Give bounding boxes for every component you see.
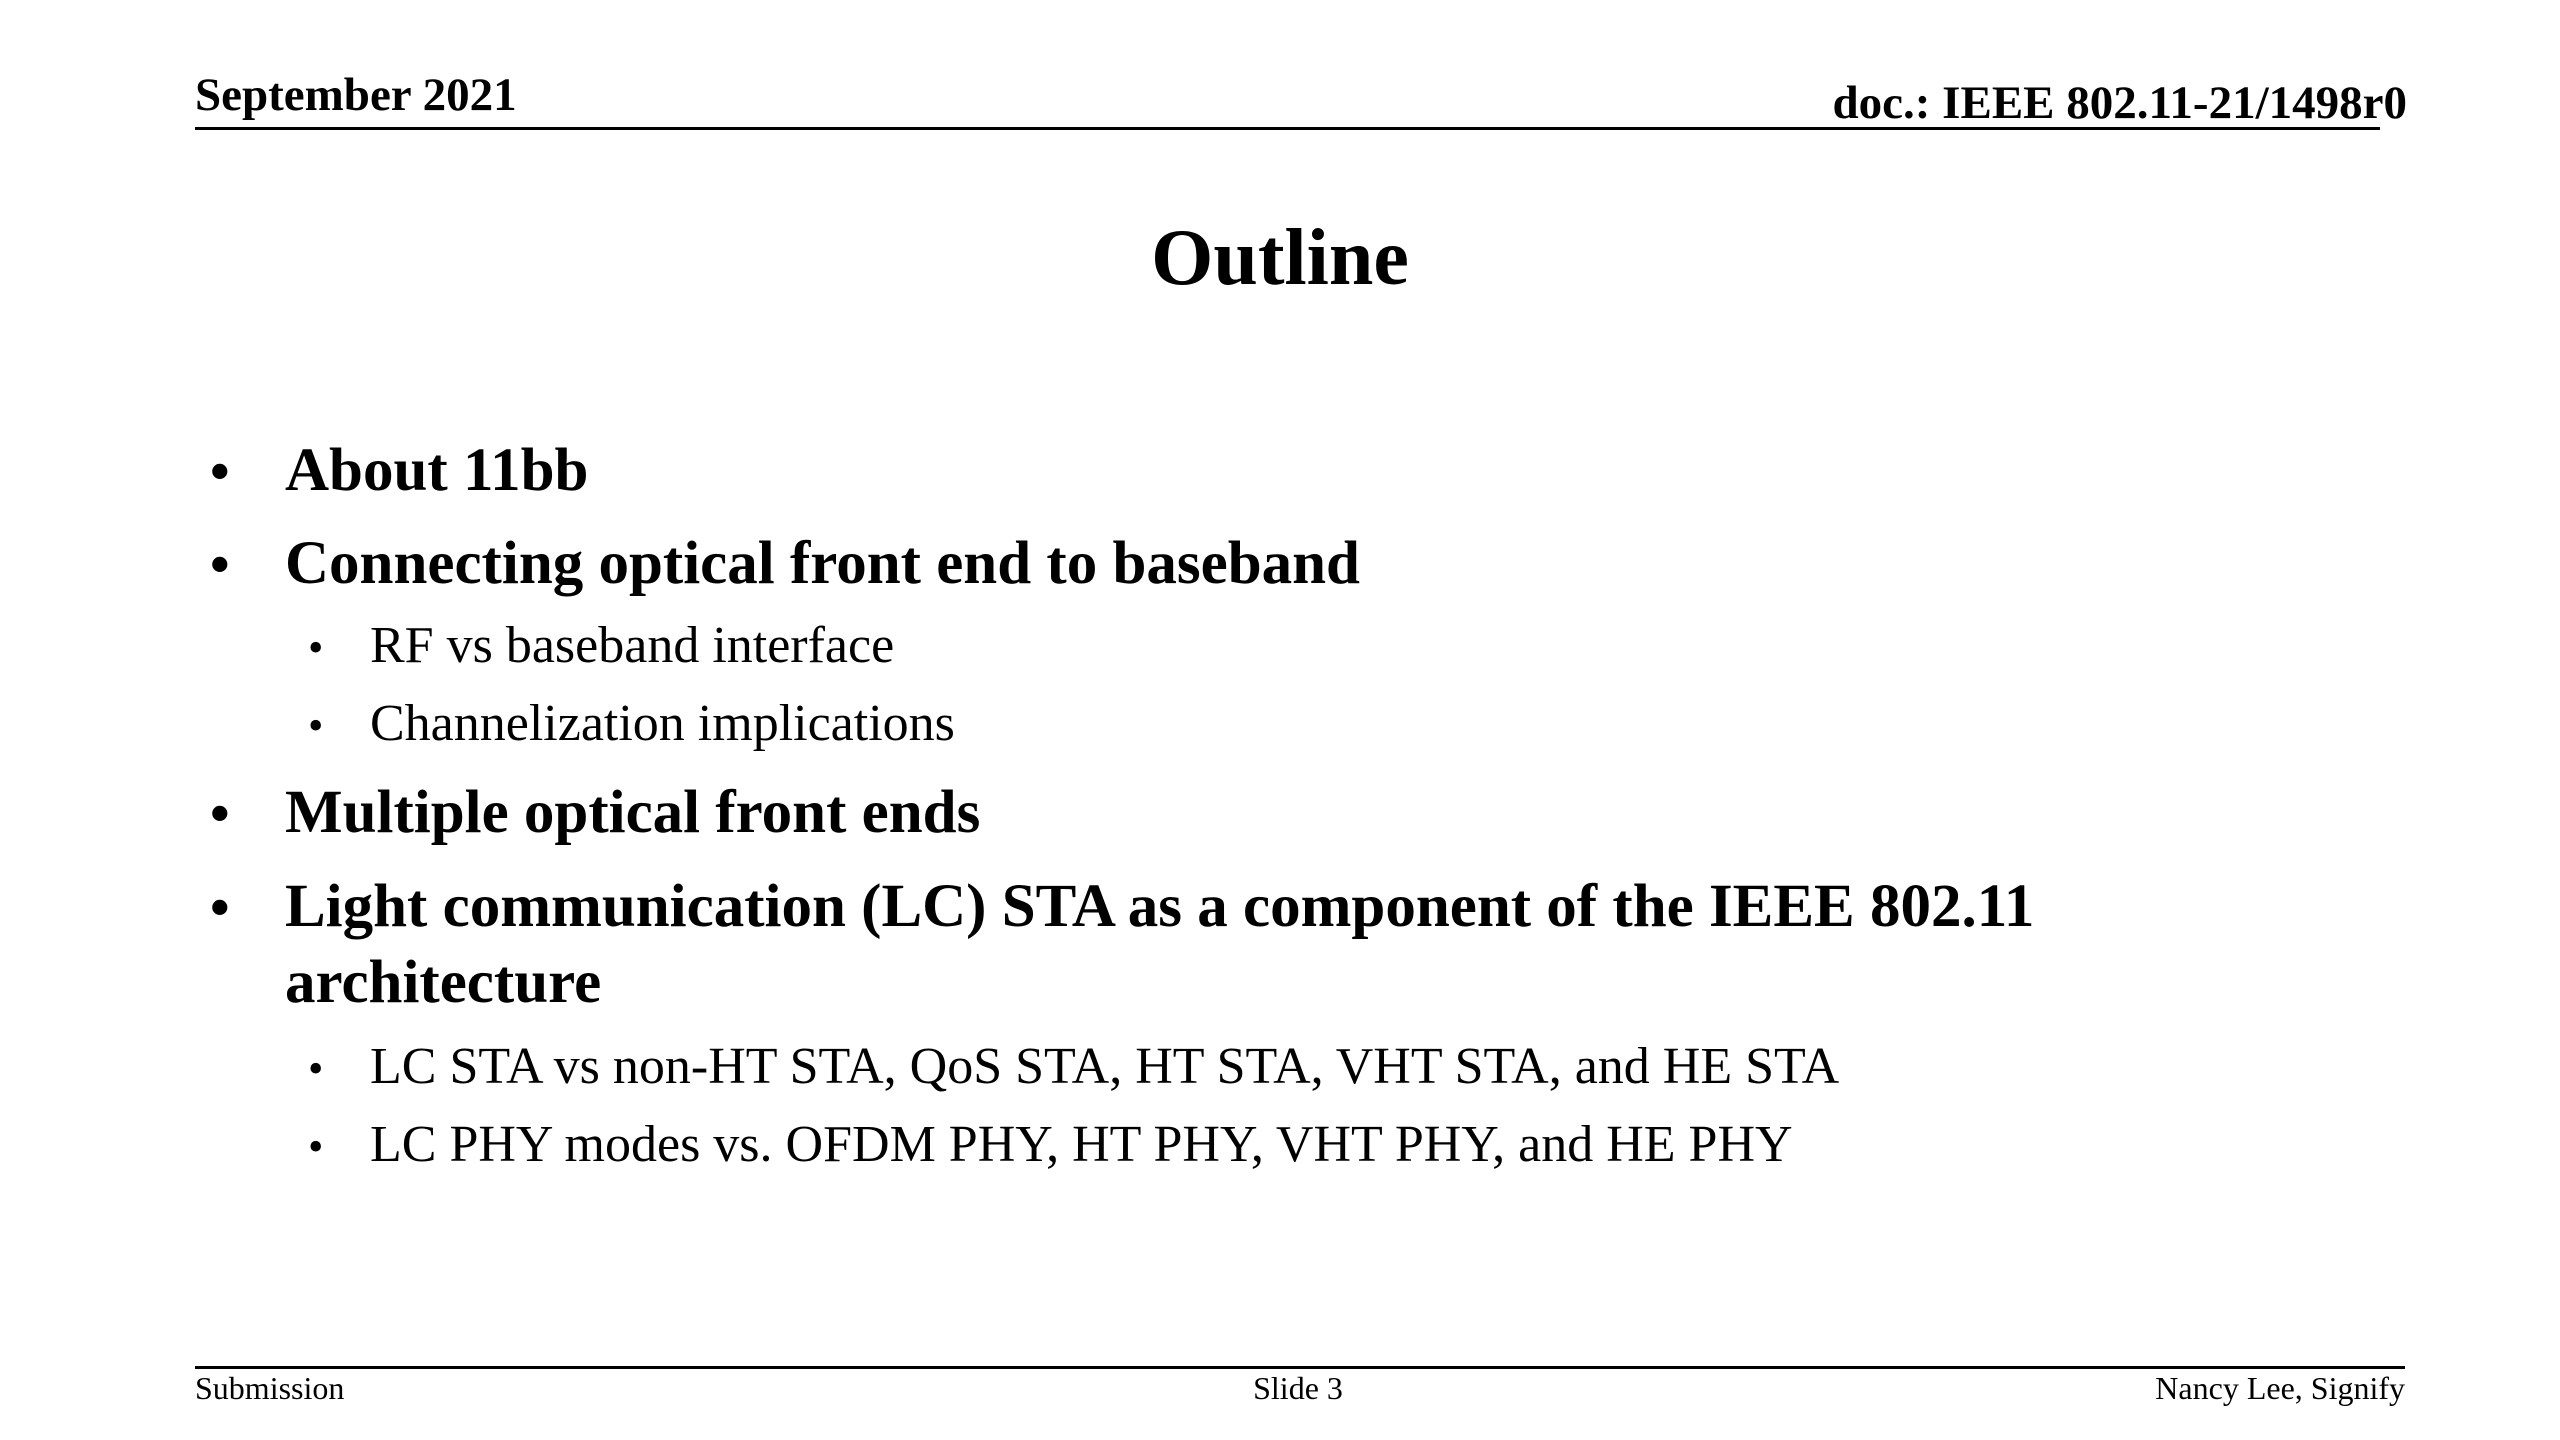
outline-item-text: About 11bb [285,437,589,504]
outline-subitem-lc-sta-vs [308,1038,1840,1095]
outline-item-text-continued: architecture [285,949,602,1016]
outline-item-text: RF vs baseband interface [370,617,895,674]
footer-slide-number: Slide 3 [1253,1370,1343,1406]
bullet-icon: • [210,877,230,939]
footer-divider [195,1366,2405,1369]
outline-item-text: LC STA vs non-HT STA, QoS STA, HT STA, VHT STA, and HE STA [370,1038,1840,1095]
header-date: September 2021 [195,69,517,121]
bullet-icon: • [210,783,230,845]
bullet-icon: • [308,1044,324,1093]
bullet-icon: • [308,1122,324,1171]
slide-title: Outline [1151,214,1409,302]
outline-item-text: Light communication (LC) STA as a component of the IEEE 802.11 [285,873,2035,940]
bullet-icon: • [210,441,230,503]
outline-item-text: Channelization implications [370,695,955,752]
outline-subitem-lc-phy-modes [308,1116,1793,1173]
footer-submission: Submission [195,1370,345,1406]
outline-subitem-rf-vs-baseband [308,617,895,674]
bullet-icon: • [308,623,324,672]
outline-item-multiple-frontends [210,779,981,846]
footer-author: Nancy Lee, Signify [2155,1370,2405,1406]
outline-item-text: Multiple optical front ends [285,779,981,846]
outline-item-text: Connecting optical front end to baseband [285,530,1360,597]
bullet-icon: • [308,701,324,750]
header-doc-id: doc.: IEEE 802.11-21/1498r0 [1832,77,2407,129]
outline-item-about-11bb [210,437,589,504]
outline-subitem-channelization [308,695,955,752]
outline-item-connecting-frontend [210,530,1360,597]
outline-item-lc-sta [210,873,2035,1016]
outline-item-text: LC PHY modes vs. OFDM PHY, HT PHY, VHT PHY, and HE PHY [370,1116,1793,1173]
bullet-icon: • [210,534,230,596]
